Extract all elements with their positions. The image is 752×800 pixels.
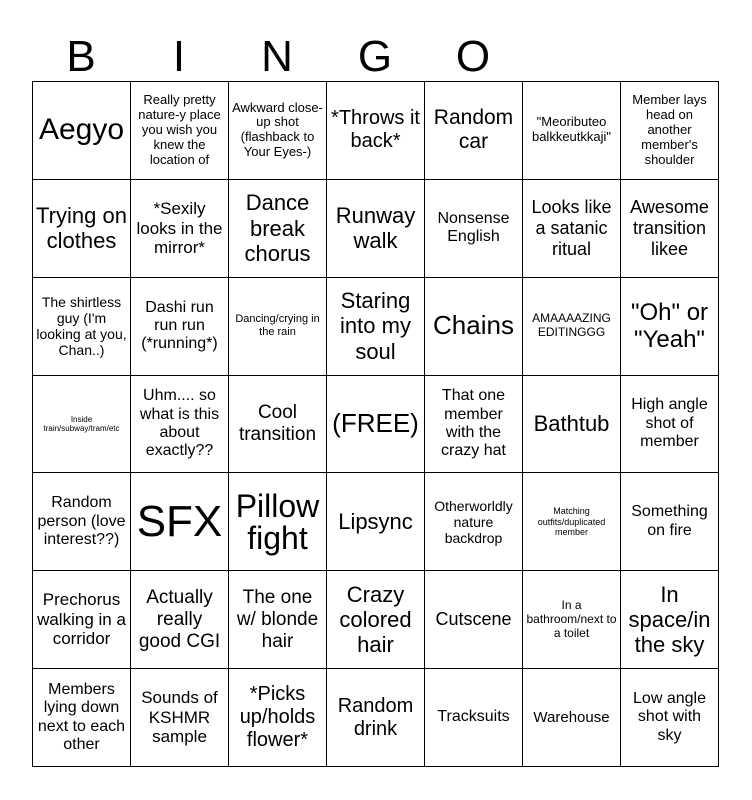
cell-text: The one w/ blonde hair <box>236 586 319 652</box>
cell-text: Prechorus walking in a corridor <box>37 590 126 649</box>
bingo-cell[interactable] <box>523 82 621 180</box>
bingo-cell[interactable] <box>229 473 327 571</box>
bingo-cell[interactable] <box>229 376 327 474</box>
cell-text: Inside train/subway/tram/etc <box>43 414 120 433</box>
title-letter-g: G <box>357 32 393 81</box>
bingo-cell[interactable] <box>33 278 131 376</box>
bingo-cell[interactable] <box>131 473 229 571</box>
bingo-cell[interactable] <box>425 473 523 571</box>
bingo-cell[interactable] <box>425 571 523 669</box>
title-letter-i: I <box>172 32 186 81</box>
bingo-cell[interactable] <box>523 571 621 669</box>
cell-text: Awesome transition likee <box>630 197 709 259</box>
cell-text: High angle shot of member <box>631 396 708 451</box>
cell-text: Sounds of KSHMR sample <box>141 688 218 747</box>
bingo-cell[interactable] <box>33 669 131 767</box>
bingo-cell[interactable] <box>523 376 621 474</box>
cell-text: Members lying down next to each other <box>37 680 126 753</box>
cell-text: Looks like a satanic ritual <box>531 197 612 259</box>
cell-text: *Sexily looks in the mirror* <box>136 198 223 258</box>
title-letter-b: B <box>66 32 96 81</box>
cell-text: In a bathroom/next to a toilet <box>526 598 617 640</box>
cell-text: *Throws it back* <box>331 107 420 153</box>
bingo-cell[interactable] <box>327 669 425 767</box>
bingo-cell[interactable] <box>621 82 719 180</box>
bingo-cell[interactable] <box>621 376 719 474</box>
bingo-cell[interactable] <box>621 180 719 278</box>
cell-text: Aegyo <box>38 113 125 147</box>
bingo-cell[interactable] <box>33 82 131 180</box>
bingo-cell[interactable] <box>33 473 131 571</box>
cell-text: Lipsync <box>338 509 413 535</box>
bingo-cell[interactable] <box>131 82 229 180</box>
bingo-cell[interactable] <box>229 669 327 767</box>
bingo-cell[interactable] <box>425 376 523 474</box>
cell-text: Random drink <box>337 694 414 740</box>
cell-text: Tracksuits <box>437 708 510 726</box>
free-space-cell[interactable] <box>327 376 425 474</box>
cell-text: "Oh" or "Yeah" <box>630 298 709 354</box>
cell-text: Really pretty nature-y place you wish you knew the location of <box>138 92 221 167</box>
bingo-cell[interactable] <box>131 180 229 278</box>
bingo-cell[interactable] <box>131 571 229 669</box>
bingo-cell[interactable] <box>327 180 425 278</box>
cell-text: Awkward close-up shot (flashback to Your Eyes-) <box>232 99 323 160</box>
bingo-cell[interactable] <box>425 278 523 376</box>
cell-text: (FREE) <box>332 408 419 439</box>
cell-text: "Meoributeo balkkeutkkaji" <box>531 114 612 145</box>
cell-text: Uhm.... so what is this about exactly?? <box>139 387 220 460</box>
bingo-cell[interactable] <box>33 571 131 669</box>
cell-text: *Picks up/holds flower* <box>239 683 316 752</box>
bingo-cell[interactable] <box>229 82 327 180</box>
bingo-cell[interactable] <box>33 180 131 278</box>
cell-text: Dashi run run run (*running*) <box>141 298 218 353</box>
bingo-cell[interactable] <box>425 669 523 767</box>
cell-text: Random car <box>433 106 514 154</box>
cell-text: Dancing/crying in the rain <box>235 313 320 339</box>
bingo-cell[interactable] <box>621 669 719 767</box>
bingo-cell[interactable] <box>33 376 131 474</box>
bingo-cell[interactable] <box>327 571 425 669</box>
cell-text: SFX <box>136 496 223 546</box>
cell-text: Otherworldly nature backdrop <box>434 497 513 546</box>
cell-text: In space/in the sky <box>628 581 711 658</box>
cell-text: Cool transition <box>238 402 317 445</box>
cell-text: Chains <box>433 310 514 341</box>
cell-text: Cutscene <box>435 609 512 630</box>
bingo-cell[interactable] <box>425 82 523 180</box>
cell-text: Dance break chorus <box>244 190 311 266</box>
cell-text: Low angle shot with sky <box>633 689 706 744</box>
cell-text: Member lays head on another member's shoulder <box>632 92 707 167</box>
bingo-cell[interactable] <box>131 278 229 376</box>
cell-text: Runway walk <box>335 202 416 254</box>
bingo-cell[interactable] <box>621 571 719 669</box>
bingo-cell[interactable] <box>327 278 425 376</box>
bingo-title <box>32 34 522 80</box>
cell-text: AMAAAAZING EDITINGGG <box>532 311 611 340</box>
cell-text: Warehouse <box>533 708 610 726</box>
cell-text: Trying on clothes <box>36 202 127 254</box>
bingo-cell[interactable] <box>523 473 621 571</box>
cell-text: The shirtless guy (I'm looking at you, Chan..) <box>36 293 127 359</box>
bingo-cell[interactable] <box>229 571 327 669</box>
bingo-cell[interactable] <box>131 669 229 767</box>
bingo-cell[interactable] <box>621 473 719 571</box>
bingo-cell[interactable] <box>327 473 425 571</box>
cell-text: Crazy colored hair <box>339 581 412 658</box>
cell-text: Nonsense English <box>437 209 510 246</box>
bingo-cell[interactable] <box>425 180 523 278</box>
title-letter-o: O <box>455 32 491 81</box>
bingo-card-grid <box>32 81 719 767</box>
cell-text: Pillow fight <box>235 487 320 556</box>
bingo-cell[interactable] <box>131 376 229 474</box>
bingo-cell[interactable] <box>621 278 719 376</box>
title-letter-n: N <box>261 32 293 81</box>
cell-text: Something on fire <box>631 503 708 539</box>
bingo-cell[interactable] <box>523 669 621 767</box>
bingo-cell[interactable] <box>523 278 621 376</box>
cell-text: Staring into my soul <box>340 288 411 364</box>
cell-text: Random person (love interest??) <box>37 494 126 549</box>
cell-text: Actually really good CGI <box>138 586 221 652</box>
cell-text: That one member with the crazy hat <box>441 387 506 460</box>
cell-text: Matching outfits/duplicated member <box>537 506 606 538</box>
bingo-cell[interactable] <box>327 82 425 180</box>
bingo-cell[interactable] <box>229 180 327 278</box>
bingo-cell[interactable] <box>229 278 327 376</box>
cell-text: Bathtub <box>533 411 610 437</box>
bingo-cell[interactable] <box>523 180 621 278</box>
